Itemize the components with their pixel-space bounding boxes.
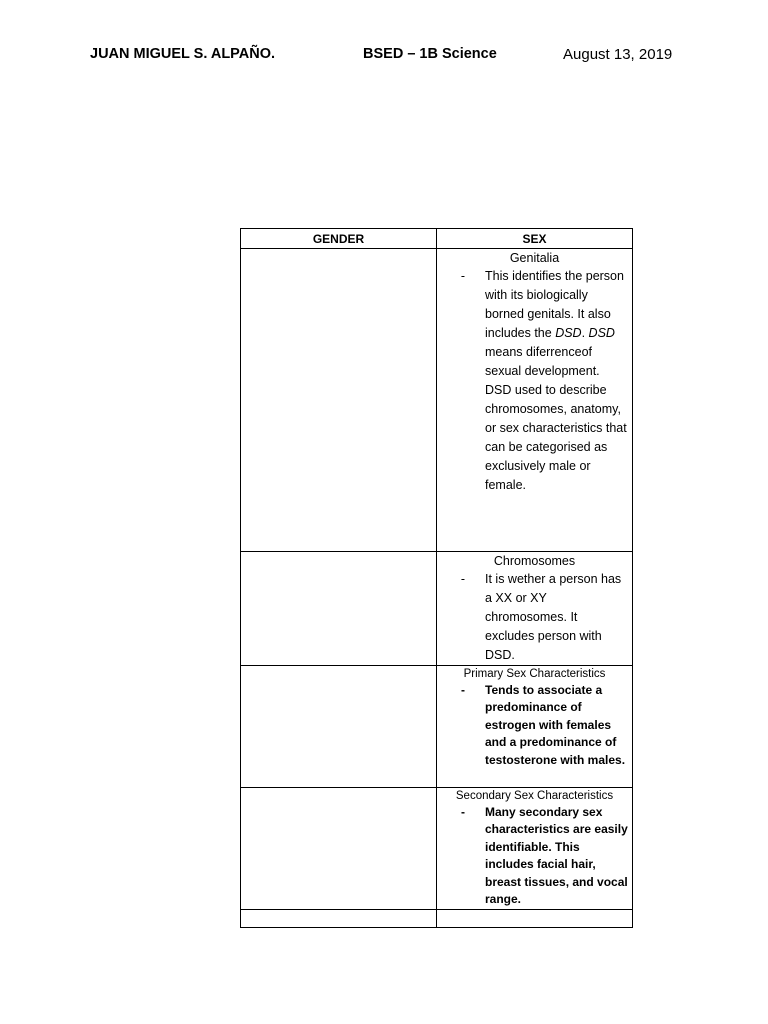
gender-cell (241, 910, 437, 928)
sex-cell-title: Secondary Sex Characteristics (455, 790, 614, 802)
bullet-text: This identifies the person with its biologically borned genitals. It also includes the DSD. DSD means diferrenceof sexual development. DSD used to describe chromosomes, anatomy, or sex characteristics that can be categorised as exclusively male or female. (485, 269, 627, 492)
sex-cell-title: Chromosomes (493, 554, 576, 568)
list-item (437, 570, 632, 665)
gender-cell (241, 249, 437, 552)
bullet-dash: - (461, 805, 465, 819)
table-row (241, 666, 633, 788)
bullet-text: Tends to associate a predominance of estrogen with females and a predominance of testosterone with males. (485, 683, 626, 767)
gender-cell (241, 666, 437, 788)
list-item (437, 804, 632, 908)
course-section: BSED – 1B Science (363, 46, 497, 62)
gender-cell (241, 552, 437, 666)
table-row (241, 249, 633, 552)
student-name: JUAN MIGUEL S. ALPAÑO. (90, 46, 276, 62)
sex-cell (437, 249, 633, 552)
document-header (0, 46, 768, 70)
table-row (241, 788, 633, 910)
sex-cell (437, 552, 633, 666)
sex-cell (437, 666, 633, 788)
gender-sex-table (240, 228, 633, 928)
sex-cell (437, 910, 633, 928)
bullet-text: Many secondary sex characteristics are easily identifiable. This includes facial hair, breast tissues, and vocal range. (485, 805, 628, 907)
gender-cell (241, 788, 437, 910)
sex-cell (437, 788, 633, 910)
bullet-dash: - (460, 269, 466, 283)
column-header-gender: GENDER (241, 229, 437, 249)
table-row (241, 552, 633, 666)
list-item (437, 682, 632, 769)
sex-cell-title: Genitalia (509, 251, 560, 265)
document-date: August 13, 2019 (563, 46, 673, 63)
bullet-dash: - (460, 572, 466, 586)
bullet-dash: - (461, 683, 465, 697)
list-item (437, 267, 632, 495)
column-header-sex: SEX (437, 229, 633, 249)
bullet-text: It is wether a person has a XX or XY chromosomes. It excludes person with DSD. (485, 572, 622, 662)
table-header-row (241, 229, 633, 249)
table-row (241, 910, 633, 928)
sex-cell-title: Primary Sex Characteristics (463, 668, 606, 680)
